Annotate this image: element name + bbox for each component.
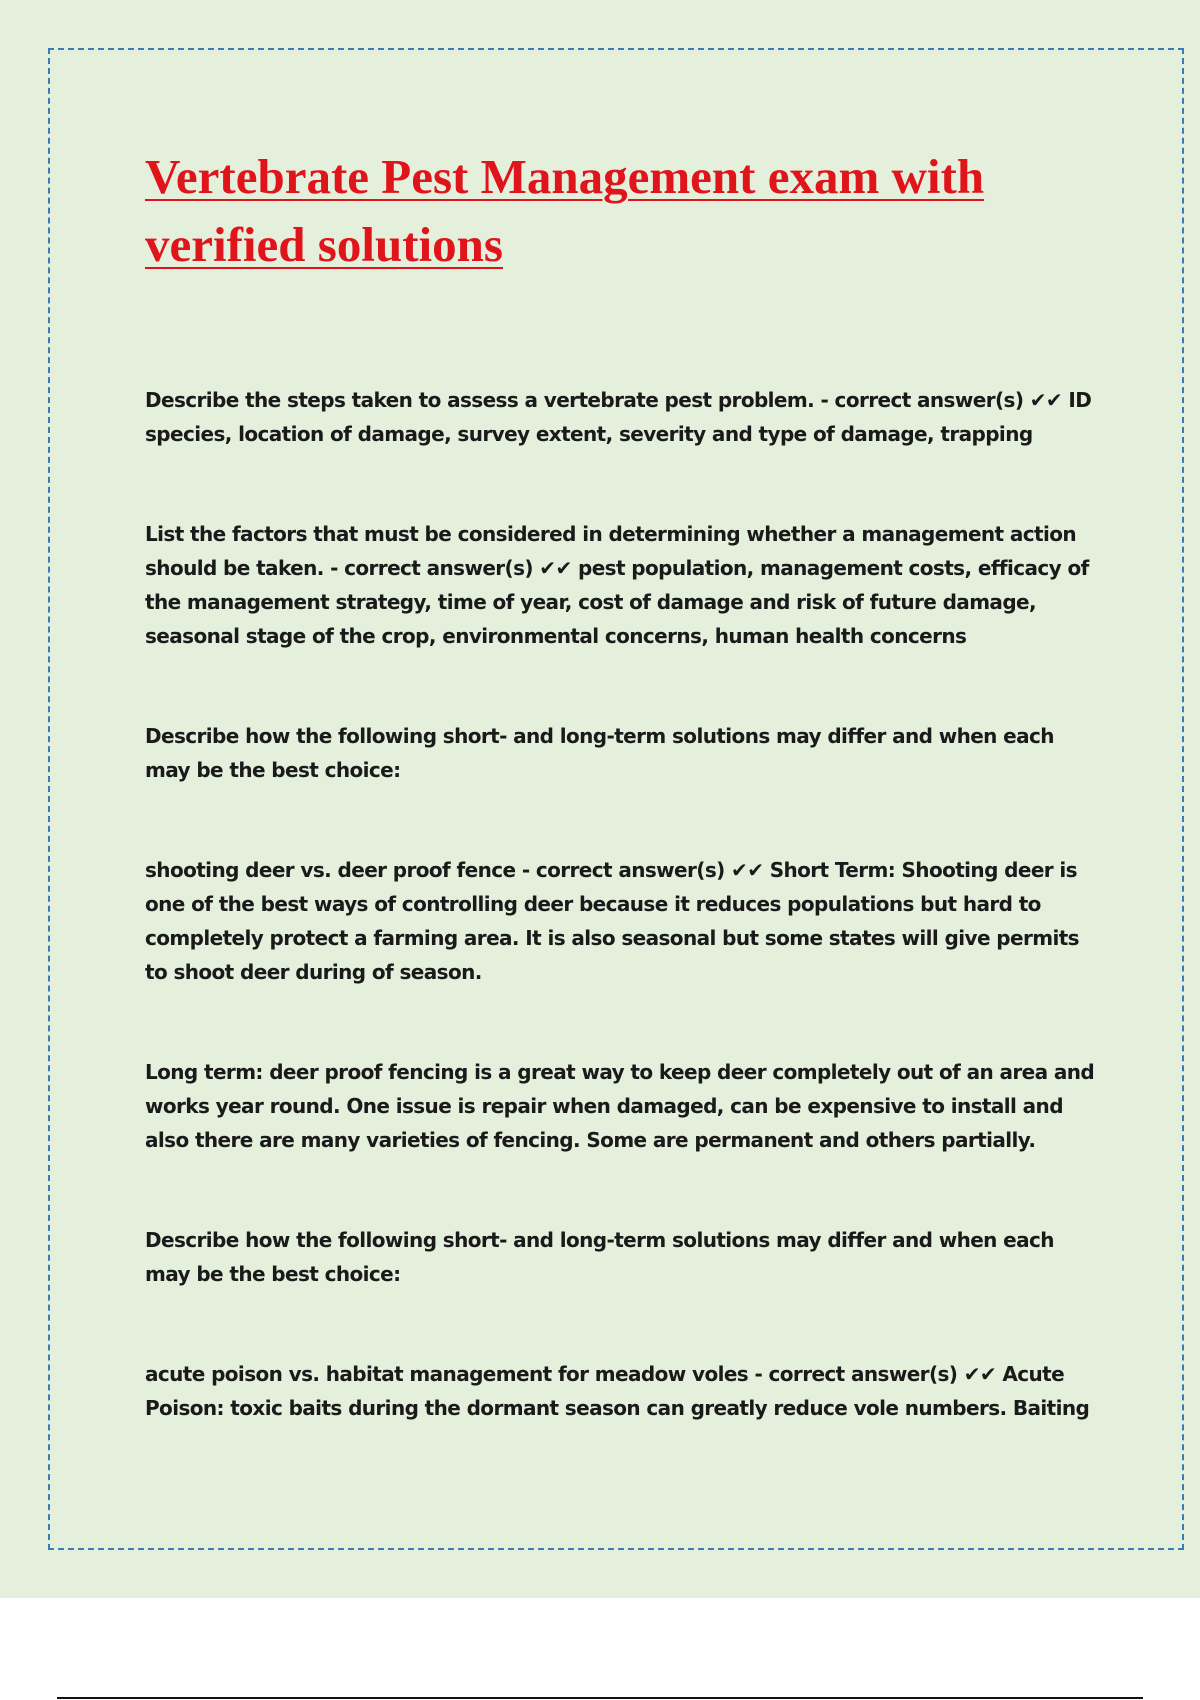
paragraph: Long term: deer proof fencing is a great way to keep deer completely out of an area and works year round. One issue is repair when damaged, can be expensive to install and also there are many varieties of fencing. Some are permanent and others partially. xyxy=(145,1060,1095,1152)
paragraph: Describe how the following short- and long-term solutions may differ and when each may be the best choice: xyxy=(145,1228,1054,1286)
footer-divider xyxy=(57,1697,1143,1699)
paragraph: acute poison vs. habitat management for meadow voles - correct answer(s) ✔✔ Acute Poison: toxic baits during the dormant season can greatly reduce vole numbers. Baiting xyxy=(145,1362,1090,1420)
paragraph: Describe the steps taken to assess a vertebrate pest problem. - correct answer(s) ✔✔ ID species, location of damage, survey extent, severity and type of damage, trapping xyxy=(145,388,1092,446)
paragraph: shooting deer vs. deer proof fence - correct answer(s) ✔✔ Short Term: Shooting deer is one of the best ways of controlling deer because it reduces populations but hard to completely protect a farming area. It is also seasonal but some states will give permits to shoot deer during of season. xyxy=(145,858,1079,984)
document-title: Vertebrate Pest Management exam with verified solutions xyxy=(145,149,985,272)
paragraph: Describe how the following short- and long-term solutions may differ and when each may be the best choice: xyxy=(145,724,1054,782)
paragraph: List the factors that must be considered in determining whether a management action should be taken. - correct answer(s) ✔✔ pest population, management costs, efficacy of the management strategy, time of year, cost of damage and risk of future damage, seasonal stage of the crop, environmental concerns, human health concerns xyxy=(145,522,1089,648)
